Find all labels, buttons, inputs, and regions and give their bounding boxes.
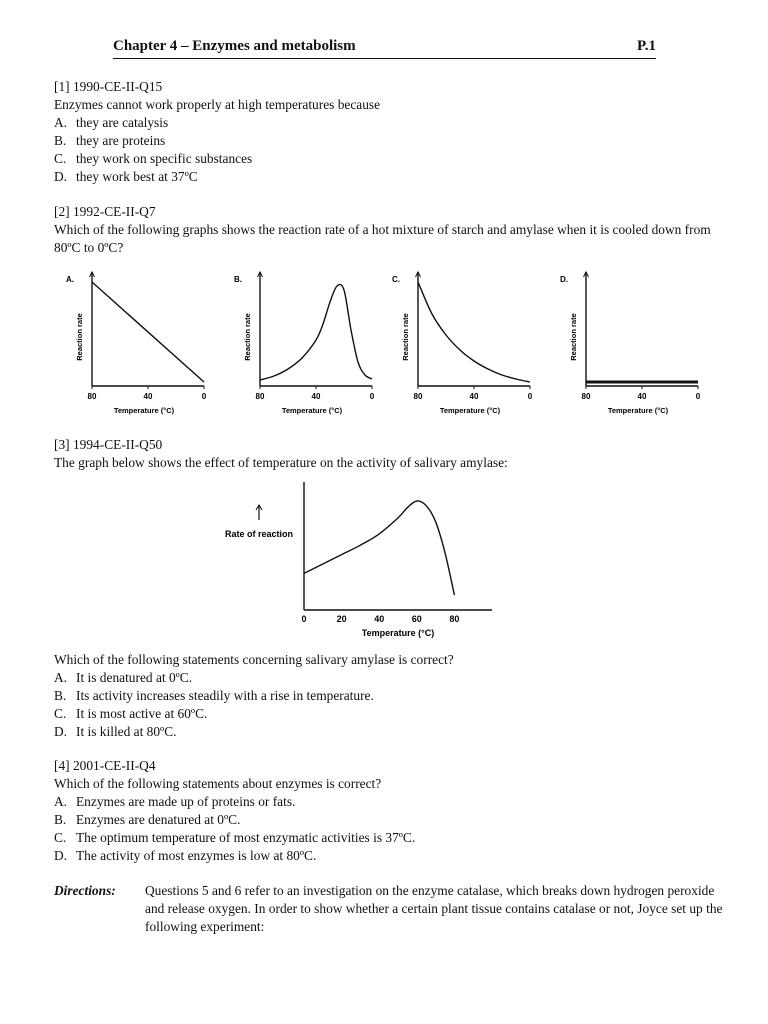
x-tick-label: 80 bbox=[413, 392, 423, 401]
option-c: C. they work on specific substances bbox=[54, 151, 253, 166]
question-ref: [4] 2001-CE-II-Q4 bbox=[54, 758, 156, 773]
option-d: D. The activity of most enzymes is low at 80ºC. bbox=[54, 848, 317, 863]
question-ref: [3] 1994-CE-II-Q50 bbox=[54, 437, 163, 452]
x-axis-label: Temperature (°C) bbox=[113, 406, 175, 415]
x-tick-label: 40 bbox=[374, 614, 385, 624]
question-stem: Which of the following statements concerning salivary amylase is correct? bbox=[54, 652, 454, 667]
question-4 bbox=[54, 757, 724, 865]
chart-panel-1 bbox=[66, 272, 207, 415]
x-tick-label: 80 bbox=[449, 614, 460, 624]
option-a: A. Enzymes are made up of proteins or fats. bbox=[54, 794, 296, 809]
y-axis-label: Reaction rate bbox=[401, 313, 410, 361]
option-d: D. It is killed at 80ºC. bbox=[54, 724, 177, 739]
option-b: B. Its activity increases steadily with a rise in temperature. bbox=[54, 688, 374, 703]
question-ref: [1] 1990-CE-II-Q15 bbox=[54, 79, 163, 94]
x-tick-label: 60 bbox=[411, 614, 422, 624]
x-axis-label: Temperature (°C) bbox=[439, 406, 501, 415]
x-tick-label: 40 bbox=[637, 392, 647, 401]
chart-panel-2 bbox=[234, 272, 375, 415]
data-curve bbox=[92, 282, 204, 382]
option-a: A. they are catalysis bbox=[54, 115, 169, 130]
x-tick-label: 80 bbox=[581, 392, 591, 401]
page-header bbox=[113, 38, 656, 59]
x-tick-label: 40 bbox=[143, 392, 153, 401]
page-number: P.1 bbox=[636, 38, 656, 54]
directions-label: Directions: bbox=[54, 883, 116, 898]
x-tick-label: 0 bbox=[695, 392, 701, 401]
x-tick-label: 0 bbox=[201, 392, 207, 401]
question-ref: [2] 1992-CE-II-Q7 bbox=[54, 204, 156, 219]
question-3-options bbox=[54, 651, 724, 741]
question-stem: Which of the following statements about enzymes is correct? bbox=[54, 776, 382, 791]
x-tick-label: 0 bbox=[301, 614, 307, 624]
chart-panel-3 bbox=[392, 272, 533, 415]
y-axis-label: Reaction rate bbox=[243, 313, 252, 361]
chapter-title: Chapter 4 – Enzymes and metabolism bbox=[113, 38, 356, 54]
x-tick-label: 20 bbox=[336, 614, 347, 624]
y-axis-label: Reaction rate bbox=[569, 313, 578, 361]
question-stem: Enzymes cannot work properly at high temperatures because bbox=[54, 97, 381, 112]
chart-q3 bbox=[225, 482, 492, 638]
x-tick-label: 80 bbox=[87, 392, 97, 401]
data-curve bbox=[418, 282, 530, 382]
q3-graph bbox=[214, 476, 514, 646]
panel-label: D. bbox=[560, 275, 568, 284]
option-b: B. they are proteins bbox=[54, 133, 166, 148]
directions-text: Questions 5 and 6 refer to an investigation on the enzyme catalase, which breaks down hydrogen peroxide and release oxygen. In order to show whether a certain plant tissue contains catalase or not, Joyce set up the following experiment: bbox=[145, 883, 723, 934]
panel-label: B. bbox=[234, 275, 242, 284]
chart-panel-4 bbox=[560, 272, 701, 415]
option-b: B. Enzymes are denatured at 0ºC. bbox=[54, 812, 241, 827]
panel-label: A. bbox=[66, 275, 74, 284]
panel-label: C. bbox=[392, 275, 400, 284]
question-stem: Which of the following graphs shows the reaction rate of a hot mixture of starch and amylase when it is cooled down from 80ºC to 0ºC? bbox=[54, 222, 711, 255]
x-tick-label: 80 bbox=[255, 392, 265, 401]
q2-graphs bbox=[54, 266, 722, 426]
x-tick-label: 0 bbox=[369, 392, 375, 401]
x-tick-label: 0 bbox=[527, 392, 533, 401]
x-tick-label: 40 bbox=[469, 392, 479, 401]
option-a: A. It is denatured at 0ºC. bbox=[54, 670, 193, 685]
data-curve bbox=[260, 284, 372, 380]
x-axis-label: Temperature (°C) bbox=[607, 406, 669, 415]
option-c: C. It is most active at 60ºC. bbox=[54, 706, 208, 721]
question-3 bbox=[54, 436, 724, 472]
x-tick-label: 40 bbox=[311, 392, 321, 401]
question-2 bbox=[54, 203, 724, 257]
question-stem: The graph below shows the effect of temperature on the activity of salivary amylase: bbox=[54, 455, 508, 470]
question-1 bbox=[54, 78, 724, 186]
x-axis-label: Temperature (°C) bbox=[361, 628, 435, 638]
option-c: C. The optimum temperature of most enzymatic activities is 37ºC. bbox=[54, 830, 416, 845]
y-axis-label: Reaction rate bbox=[75, 313, 84, 361]
option-d: D. they work best at 37ºC bbox=[54, 169, 198, 184]
data-curve bbox=[304, 501, 454, 595]
y-axis-label: Rate of reaction bbox=[224, 529, 294, 539]
x-axis-label: Temperature (°C) bbox=[281, 406, 343, 415]
